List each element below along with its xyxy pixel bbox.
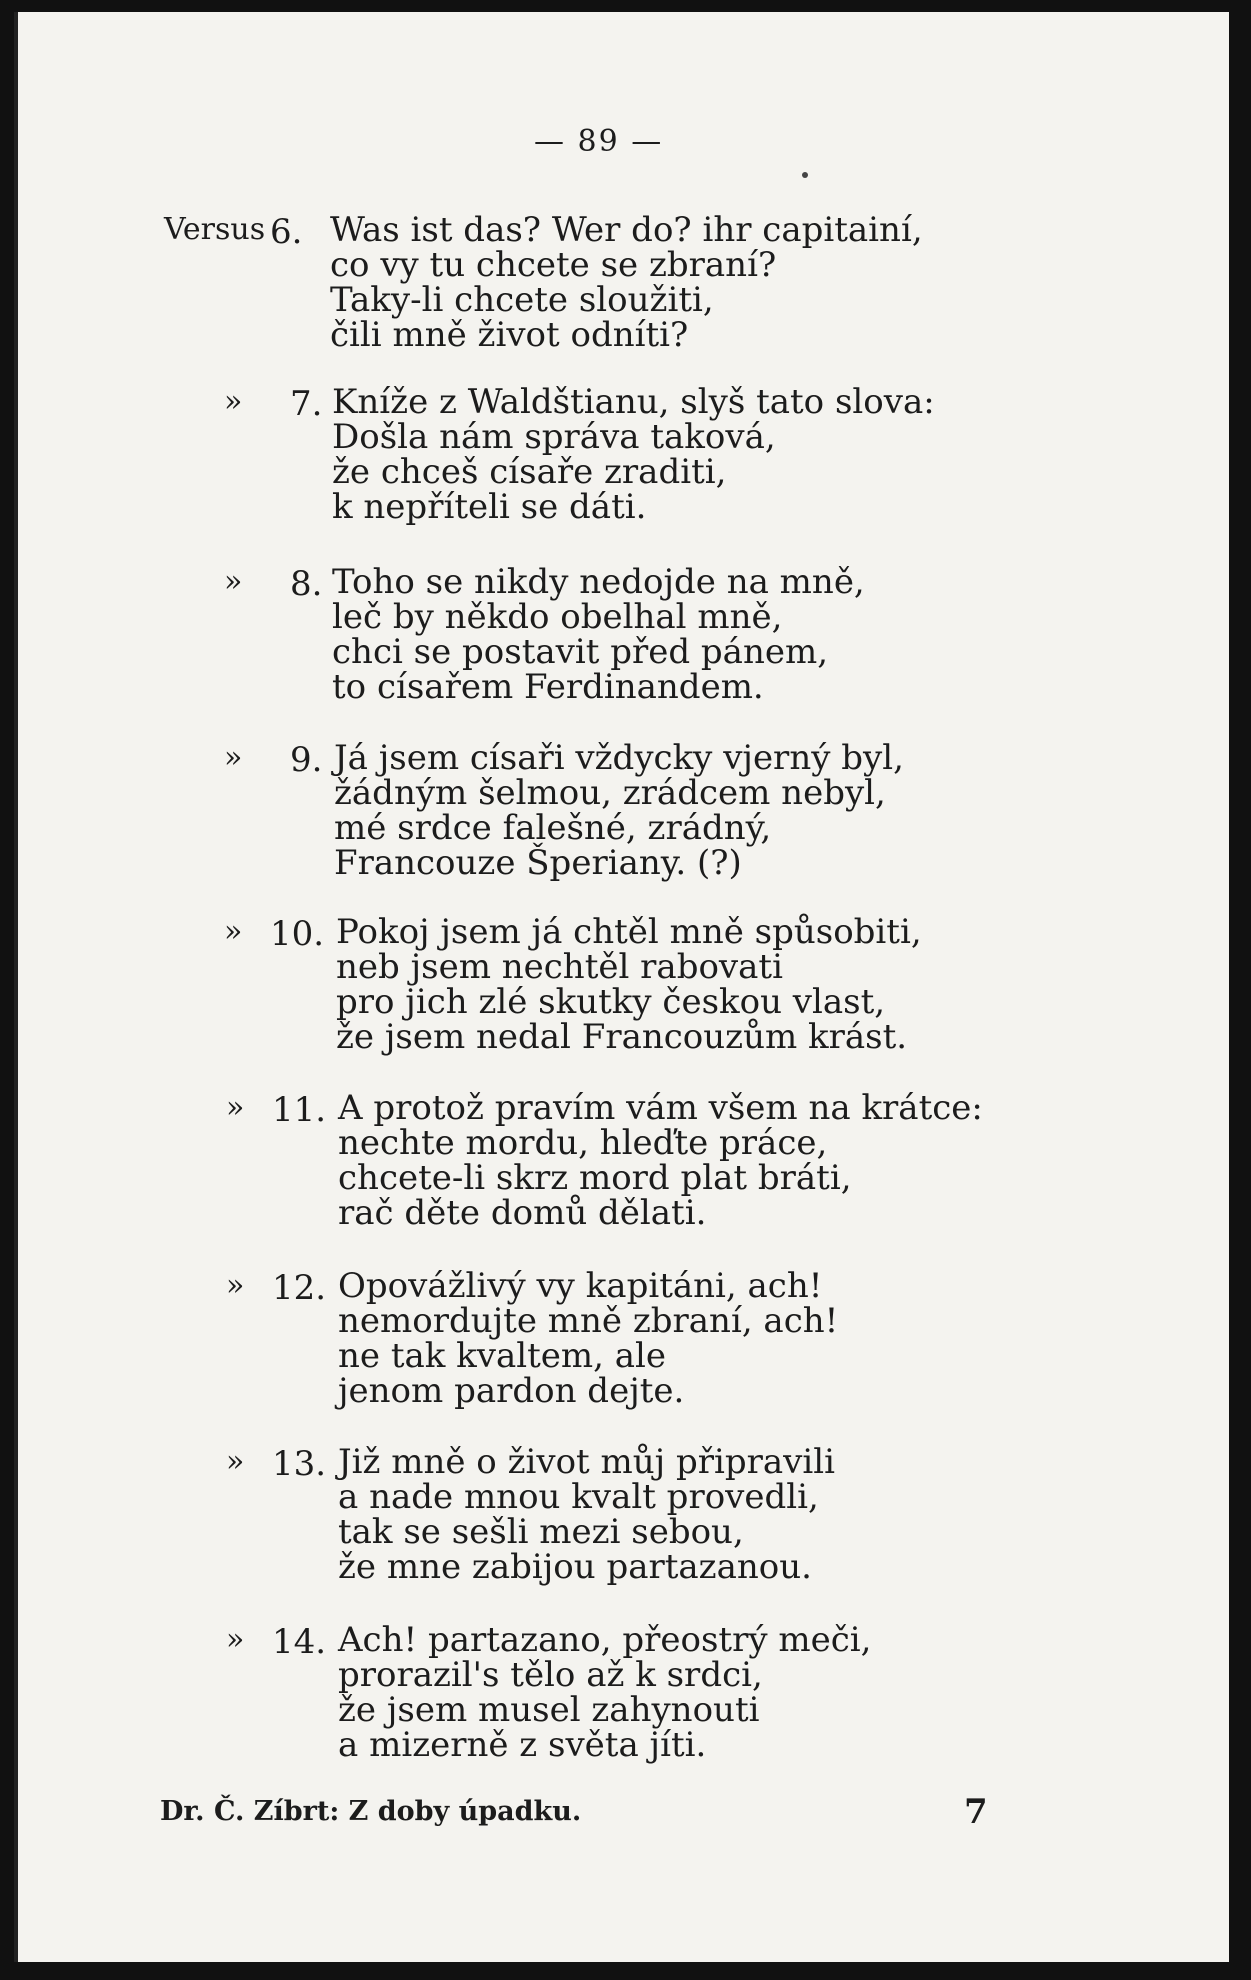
verse-line: A protož pravím vám všem na krátce: — [338, 1088, 983, 1128]
verse-line: Francouze Šperiany. (?) — [334, 843, 742, 883]
verse-line: a nade mnou kvalt provedli, — [338, 1477, 819, 1517]
verse-line: rač děte domů dělati. — [338, 1193, 707, 1233]
verse-line: Pokoj jsem já chtěl mně spůsobiti, — [336, 912, 922, 952]
verse-line: Opovážlivý vy kapitáni, ach! — [338, 1266, 823, 1306]
verse-line: žádným šelmou, zrádcem nebyl, — [334, 773, 886, 813]
verse-line: pro jich zlé skutky českou vlast, — [336, 982, 886, 1022]
verse-line: chci se postavit před pánem, — [332, 632, 829, 672]
stanza-number: 8. — [290, 564, 323, 604]
verse-line: Toho se nikdy nedojde na mně, — [332, 562, 865, 602]
verse-line: Was ist das? Wer do? ihr capitainí, — [330, 210, 923, 250]
verse-line: ne tak kvaltem, ale — [338, 1336, 667, 1376]
verse-line: nechte mordu, hleďte práce, — [338, 1123, 828, 1163]
verse-line: tak se sešli mezi sebou, — [338, 1512, 744, 1552]
verse-line: mé srdce falešné, zrádný, — [334, 808, 772, 848]
stanza-marker: » — [226, 1622, 245, 1657]
verse-line: Již mně o život můj připravili — [338, 1442, 836, 1482]
stanza-number: 12. — [272, 1268, 327, 1308]
verse-line: že jsem nedal Francouzům krást. — [336, 1017, 908, 1057]
page-number: — 89 — — [534, 124, 664, 159]
stanza-marker: » — [224, 564, 243, 599]
verse-line: leč by někdo obelhal mně, — [332, 597, 783, 637]
verse-line: a mizerně z světa jíti. — [338, 1725, 707, 1765]
verse-line: k nepříteli se dáti. — [332, 487, 647, 527]
stanza-number: 6. — [270, 212, 303, 252]
stanza-marker: » — [224, 384, 243, 419]
stanza-number: 9. — [290, 740, 323, 780]
stanza-marker: » — [226, 1268, 245, 1303]
book-page — [14, 12, 1229, 1962]
verse-line: že jsem musel zahynouti — [338, 1690, 760, 1730]
stanza-marker: Versus — [164, 212, 266, 247]
stanza-marker: » — [226, 1090, 245, 1125]
stanza-number: 14. — [272, 1622, 327, 1662]
verse-line: co vy tu chcete se zbraní? — [330, 245, 777, 285]
left-page-rule — [14, 12, 18, 1962]
verse-line: prorazil's tělo až k srdci, — [338, 1655, 763, 1695]
verse-line: jenom pardon dejte. — [338, 1371, 685, 1411]
verse-line: to císařem Ferdinandem. — [332, 667, 764, 707]
verse-line: Kníže z Waldštianu, slyš tato slova: — [332, 382, 935, 422]
verse-line: že chceš císaře zraditi, — [332, 452, 727, 492]
verse-line: Došla nám správa taková, — [332, 417, 776, 457]
verse-line: Ach! partazano, přeostrý meči, — [338, 1620, 872, 1660]
stanza-marker: » — [224, 740, 243, 775]
verse-line: chcete-li skrz mord plat bráti, — [338, 1158, 852, 1198]
footer-author-title: Dr. Č. Zíbrt: Z doby úpadku. — [160, 1796, 582, 1827]
verse-line: Taky-li chcete sloužiti, — [330, 280, 714, 320]
stanza-number: 13. — [272, 1444, 327, 1484]
stanza-number: 7. — [290, 384, 323, 424]
signature-mark: 7 — [964, 1792, 988, 1832]
verse-line: čili mně život odníti? — [330, 315, 689, 355]
stanza-marker: » — [224, 914, 243, 949]
stanza-marker: » — [226, 1444, 245, 1479]
verse-line: nemordujte mně zbraní, ach! — [338, 1301, 839, 1341]
verse-line: že mne zabijou partazanou. — [338, 1547, 812, 1587]
verse-line: Já jsem císaři vždycky vjerný byl, — [334, 738, 904, 778]
ink-dot — [802, 172, 808, 178]
verse-line: neb jsem nechtěl rabovati — [336, 947, 783, 987]
stanza-number: 11. — [272, 1090, 327, 1130]
stanza-number: 10. — [270, 914, 325, 954]
